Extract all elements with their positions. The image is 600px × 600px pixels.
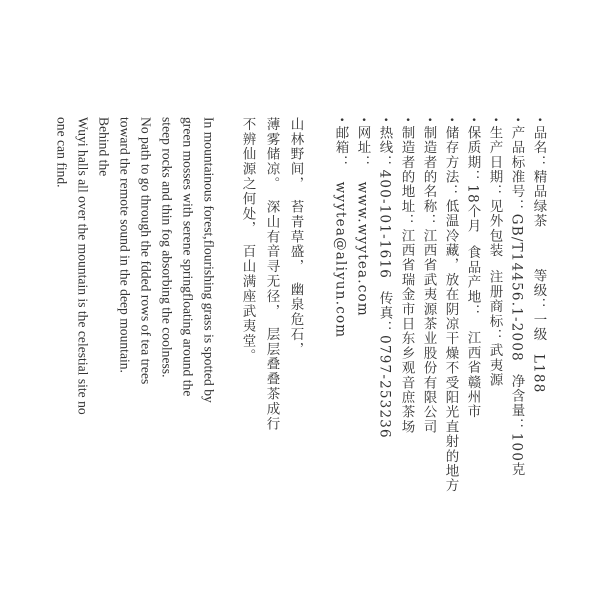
shelf-life: 18个月: [464, 184, 481, 234]
bullet: •: [533, 117, 544, 124]
bullet: •: [423, 117, 434, 124]
bullet: •: [445, 117, 456, 124]
origin: 江西省赣州市: [464, 330, 481, 420]
fax: 0797-253236: [376, 335, 393, 439]
grade-code: L188: [530, 353, 547, 394]
net-label: 净含量：: [508, 373, 525, 433]
info-column-email: [333, 117, 347, 338]
info-column-address: [399, 117, 413, 434]
address: 江西省瑞金市日东乡观音庶茶场: [398, 228, 415, 435]
website-label: 网址：: [354, 125, 371, 170]
maker: 江西省武夷源茶业股份有限公司: [420, 228, 437, 435]
english-line-1: In mountainous forest,flourishing grass is spotted by: [201, 117, 217, 403]
info-column-storage: [443, 117, 457, 493]
poem-line-1: 山林野间， 苔青草盛， 幽泉危石，: [287, 117, 304, 357]
info-column-production-date: [487, 117, 501, 387]
english-line-6: Behind the: [96, 117, 112, 177]
fax-label: 传真：: [376, 291, 393, 336]
english-line-8: one can find.: [54, 117, 70, 188]
english-line-7: Wuyi halls all over the mountain is the celestial site no: [75, 117, 91, 415]
storage-label: 储存方法：: [442, 125, 459, 200]
english-line-5: toward the remote sound in the deep mountain.: [117, 117, 133, 373]
info-column-website: [355, 117, 369, 317]
production-date-label: 生产日期：: [486, 125, 503, 200]
maker-label: 制造者的名称：: [420, 125, 437, 229]
english-line-2: green mosses with serene springfloating around the: [180, 117, 196, 397]
bullet: •: [335, 117, 346, 124]
info-column-product-name: [531, 117, 545, 394]
info-column-maker: [421, 117, 435, 434]
info-column-shelf-life: [465, 117, 479, 419]
bullet: •: [467, 117, 478, 124]
bullet: •: [401, 117, 412, 124]
english-line-3: steep rocks and thin fog absorbing the coolness.: [159, 117, 175, 378]
info-column-standard: [509, 117, 523, 477]
standard-number: GB/T14456.1-2008: [508, 213, 525, 362]
poem-line-3: 不辨仙源之何处， 百山满座武夷堂。: [239, 117, 256, 364]
shelf-life-label: 保质期：: [464, 125, 481, 185]
trademark-label: 注册商标：: [486, 269, 503, 344]
email: wyytea@aliyun.com: [332, 181, 349, 339]
info-column-hotline: [377, 117, 391, 439]
production-date: 见外包装: [486, 199, 503, 258]
product-name: 精品绿茶: [530, 169, 547, 229]
bullet: •: [379, 117, 390, 124]
origin-label: 食品产地：: [464, 245, 481, 319]
address-label: 制造者的地址：: [398, 125, 415, 229]
net-value: 100克: [508, 432, 525, 477]
bullet: •: [357, 117, 368, 124]
storage: 低温冷藏，放在阴凉干燥不受阳光直射的地方: [442, 199, 459, 494]
trademark: 武夷源: [486, 343, 503, 388]
website: www.wyytea.com: [354, 181, 371, 317]
grade-label: 等级：: [530, 268, 547, 313]
poem-line-2: 薄雾储凉。 深山有音寻无径， 层层叠叠茶成行: [263, 117, 280, 432]
hotline-label: 热线：: [376, 125, 393, 170]
english-line-4: No path to go through the fdded rows of tea trees: [138, 117, 154, 385]
hotline: 400-101-1616: [376, 169, 393, 280]
standard-label: 产品标准号：: [508, 125, 525, 214]
email-label: 邮箱：: [332, 125, 349, 170]
grade-value: 一级: [530, 312, 547, 342]
bullet: •: [511, 117, 522, 124]
product-name-label: 品名：: [530, 125, 547, 170]
bullet: •: [489, 117, 500, 124]
